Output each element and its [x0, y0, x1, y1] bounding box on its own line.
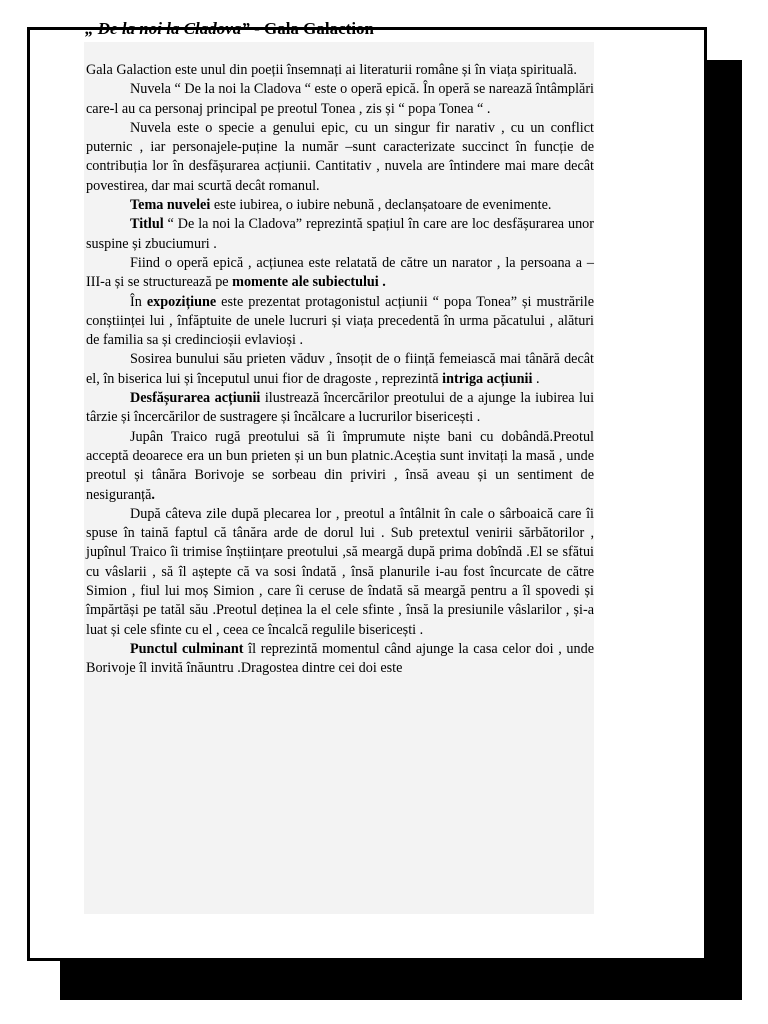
paragraph-text: Gala Galaction este unul din poeții însemnați ai literaturii române și în viața spirituală. — [86, 62, 577, 78]
bold-text: Tema nuvelei — [130, 197, 211, 214]
bold-text: intriga acțiunii — [442, 370, 533, 387]
paragraph-text: este prezentat protagonistul acțiunii “ popa Tonea” și mustrările conștiinței lui , înfăptuite de unele lucruri și viața precedentă în urma păcatului , alături de familia sa și credincioșii evlavioși . — [86, 293, 594, 349]
paragraph — [86, 254, 594, 293]
paragraph — [86, 389, 594, 428]
paragraph — [86, 80, 594, 119]
bold-text: Punctul culminant — [130, 640, 244, 657]
paragraph-text: ilustrează încercărilor preotului de a ajunge la iubirea lui târzie și încercărilor de sustragere și încălcare a lucrurilor bisericești . — [86, 390, 595, 426]
title-separator: - — [249, 19, 264, 38]
paragraph-text: În — [130, 293, 147, 310]
paragraph — [86, 61, 594, 80]
paragraph-text: Nuvela “ De la noi la Cladova “ este o operă epică. În operă se narează întâmplări care-l au ca personaj principal pe preotul Tonea , zis și “ popa Tonea “ . — [86, 81, 594, 117]
bold-text: . — [151, 486, 155, 503]
paragraph-text: îl reprezintă momentul când ajunge la casa celor doi , unde Borivoje îl invită înăuntru .Dragostea dintre cei doi este — [86, 640, 595, 677]
paragraph-text: După câteva zile după plecarea lor , preotul a întâlnit în cale o sârboaică care îi spuse în taină faptul că tânăra arde de dorul lui . Sub pretextul venirii sărbătorilor , jupînul Traico îi trimise înștiințare preotului ,să meargă după prima dobîndă .El se sfătui cu vâslarii , să îl aștepte că va sosi îndată , însă planurile i-au fost încurcate de către Simion , fiul lui moș Simion , care îi ceruse de îndată să meargă pentru a îl spovedi și împărtăși pe tatăl său .Preotul deținea la el cele sfinte , însă la presiunile vâslarilor , și-a luat și cele sfinte cu el , ceea ce încalcă regulile bisericești . — [86, 505, 594, 638]
title-author: Gala Galaction — [263, 19, 375, 38]
paragraph-text: Nuvela este o specie a genului epic, cu un singur fir narativ , cu un conflict puternic , iar personajele-puține la număr –sunt caracterizate succinct în funcție de contribuția lor în desfășurarea acțiunii. Cantitativ , nuvela are întindere mai mare decât povestirea, dar mai scurtă decât romanul. — [86, 119, 594, 194]
paragraph-text: Jupân Traico rugă preotului să îi împrumute niște bani cu dobândă.Preotul acceptă deoarece era un bun prieten și un bun platnic.Aceștia sunt invitați la masă , unde preotul și tânăra Borivoje se sorbeau din priviri , însă aveau și un sentiment de nesiguranță — [86, 428, 594, 503]
paragraph-text: Sosirea bunului său prieten văduv , însoțit de o ființă femeiască mai tânără decât el, în biserica lui și începutul unui fior de dragoste , reprezintă — [86, 351, 594, 387]
title-work: „ De la noi la Cladova” — [85, 19, 250, 38]
bold-text: expozițiune — [146, 293, 217, 310]
paragraph — [86, 215, 594, 254]
paragraph — [86, 196, 594, 215]
paragraph-text: Fiind o operă epică , acțiunea este relatată de către un narator , la persoana a – III-a și se structurează pe — [86, 254, 594, 291]
paragraph — [86, 505, 594, 640]
paragraph — [86, 640, 594, 679]
bold-text: Titlul — [130, 216, 164, 233]
bold-text: momente ale subiectului . — [232, 274, 386, 291]
bold-text: Desfășurarea acțiunii — [130, 390, 261, 407]
paragraph — [86, 428, 594, 505]
paragraph — [86, 350, 594, 389]
document-title — [85, 19, 374, 39]
paragraph — [86, 293, 594, 351]
paragraph-text: “ De la noi la Cladova” reprezintă spațiul în care are loc desfășurarea unor suspine și zbuciumuri . — [86, 216, 594, 252]
paragraph-text: . — [532, 370, 540, 387]
paragraph-text: este iubirea, o iubire nebună , declanșatoare de evenimente. — [210, 197, 552, 214]
document-body — [86, 61, 594, 679]
paragraph — [86, 119, 594, 196]
